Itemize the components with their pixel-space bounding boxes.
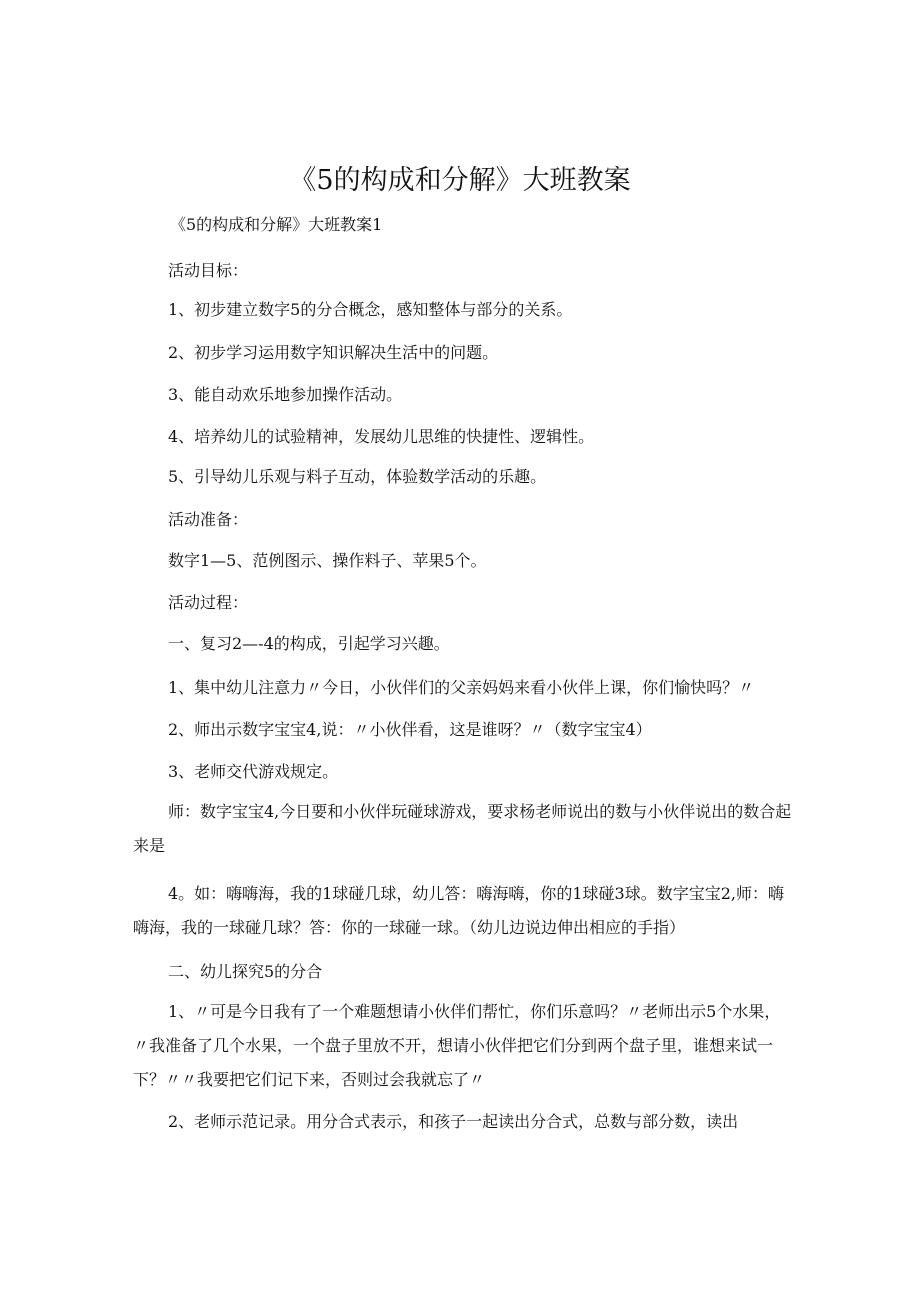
step2-paragraph-1: 1、〃可是今日我有了一个难题想请小伙伴们帮忙，你们乐意吗？〃老师出示5个水果，〃我准备了几个水果，一个盘子里放不开，想请小伙伴把它们分到两个盘子里，谁想来试一下？〃〃我要把它们记下来，否则过会我就忘了〃 <box>133 1002 781 1089</box>
prep-text: 数字1—5、范例图示、操作料子、苹果5个。 <box>168 551 487 570</box>
document-title: 《5的构成和分解》大班教案 <box>289 165 631 196</box>
section-subtitle: 《5的构成和分解》大班教案1 <box>170 215 383 234</box>
goal-item: 2、初步学习运用数字知识解决生活中的问题。 <box>168 343 499 362</box>
goal-item: 5、引导幼儿乐观与料子互动，体验数学活动的乐趣。 <box>168 467 547 486</box>
step1-item: 2、师出示数字宝宝4,说：〃小伙伴看，这是谁呀？〃（数字宝宝4） <box>168 720 652 739</box>
goal-item: 3、能自动欢乐地参加操作活动。 <box>168 385 403 404</box>
process-heading: 活动过程： <box>168 593 249 612</box>
step1-heading: 一、复习2—-4的构成，引起学习兴趣。 <box>168 634 450 653</box>
example-paragraph: 4。如：嗨嗨海，我的1球碰几球，幼儿答：嗨海嗨，你的1球碰3球。数字宝宝2,师：嗨嗨海，我的一球碰几球？答：你的一球碰一球。（幼儿边说边伸出相应的手指） <box>133 884 784 937</box>
step1-item: 1、集中幼儿注意力〃今日，小伙伴们的父亲妈妈来看小伙伴上课，你们愉快吗？〃 <box>168 678 755 697</box>
goals-heading: 活动目标： <box>168 261 249 280</box>
step2-heading: 二、幼儿探究5的分合 <box>168 962 323 981</box>
teacher-paragraph: 师：数字宝宝4,今日要和小伙伴玩碰球游戏，要求杨老师说出的数与小伙伴说出的数合起来是 <box>133 802 792 855</box>
step1-item: 3、老师交代游戏规定。 <box>168 762 339 781</box>
prep-heading: 活动准备： <box>168 510 249 529</box>
step2-paragraph-2: 2、老师示范记录。用分合式表示，和孩子一起读出分合式，总数与部分数，读出 <box>168 1112 739 1131</box>
goal-item: 4、培养幼儿的试验精神，发展幼儿思维的快捷性、逻辑性。 <box>168 427 595 446</box>
goal-item: 1、初步建立数字5的分合概念，感知整体与部分的关系。 <box>168 300 573 319</box>
